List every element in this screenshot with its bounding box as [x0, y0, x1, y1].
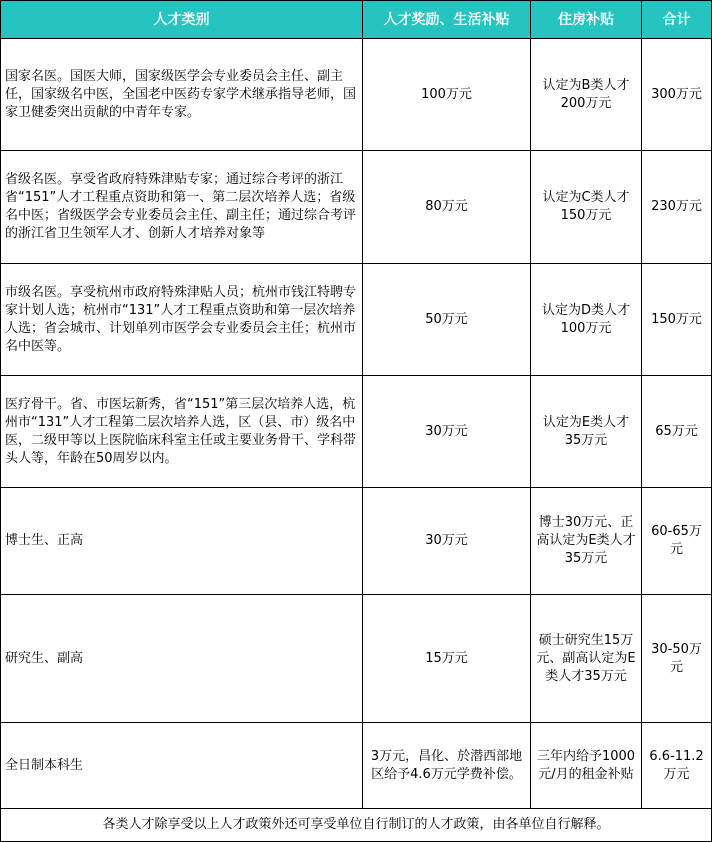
- housing-cell: 认定为E类人才35万元: [531, 376, 642, 488]
- reward-cell: 15万元: [363, 595, 531, 723]
- total-cell: 30-50万元: [642, 595, 712, 723]
- header-row: [1, 1, 712, 39]
- header-total: 合计: [642, 1, 712, 39]
- total-cell: 300万元: [642, 39, 712, 151]
- reward-cell: 30万元: [363, 488, 531, 595]
- table-row: [1, 39, 712, 151]
- header-category: 人才类别: [1, 1, 363, 39]
- note-row: [1, 809, 712, 842]
- reward-cell: 3万元，昌化、於潜西部地区给予4.6万元学费补偿。: [363, 723, 531, 809]
- category-cell: 国家名医。国医大师，国家级医学会专业委员会主任、副主任，国家级名中医，全国老中医药专家学术继承指导老师，国家卫健委突出贡献的中青年专家。: [1, 39, 363, 151]
- table-row: [1, 151, 712, 264]
- housing-cell: 认定为D类人才100万元: [531, 264, 642, 376]
- table-row: [1, 595, 712, 723]
- table-row: [1, 723, 712, 809]
- category-cell: 市级名医。享受杭州市政府特殊津贴人员；杭州市钱江特聘专家计划人选；杭州市“131”人才工程重点资助和第一层次培养人选；省会城市、计划单列市医学会专业委员会主任；杭州市名中医等。: [1, 264, 363, 376]
- category-cell: 医疗骨干。省、市医坛新秀，省“151”第三层次培养人选，杭州市“131”人才工程第二层次培养人选，区（县、市）级名中医，二级甲等以上医院临床科室主任或主要业务骨干、学科带头人等，年龄在50周岁以内。: [1, 376, 363, 488]
- category-cell: 全日制本科生: [1, 723, 363, 809]
- total-cell: 6.6-11.2万元: [642, 723, 712, 809]
- table-row: [1, 488, 712, 595]
- housing-cell: 博士30万元、正高认定为E类人才35万元: [531, 488, 642, 595]
- table-row: [1, 264, 712, 376]
- reward-cell: 100万元: [363, 39, 531, 151]
- total-cell: 230万元: [642, 151, 712, 264]
- housing-cell: 三年内给予1000元/月的租金补贴: [531, 723, 642, 809]
- table-row: [1, 376, 712, 488]
- category-cell: 研究生、副高: [1, 595, 363, 723]
- total-cell: 60-65万元: [642, 488, 712, 595]
- total-cell: 150万元: [642, 264, 712, 376]
- housing-cell: 硕士研究生15万元、副高认定为E类人才35万元: [531, 595, 642, 723]
- housing-cell: 认定为C类人才150万元: [531, 151, 642, 264]
- reward-cell: 50万元: [363, 264, 531, 376]
- category-cell: 博士生、正高: [1, 488, 363, 595]
- header-reward: 人才奖励、生活补贴: [363, 1, 531, 39]
- total-cell: 65万元: [642, 376, 712, 488]
- header-housing: 住房补贴: [531, 1, 642, 39]
- reward-cell: 80万元: [363, 151, 531, 264]
- housing-cell: 认定为B类人才200万元: [531, 39, 642, 151]
- category-cell: 省级名医。享受省政府特殊津贴专家；通过综合考评的浙江省“151”人才工程重点资助和第一、第二层次培养人选；省级名中医；省级医学会专业委员会主任、副主任；通过综合考评的浙江省卫生领军人才、创新人才培养对象等: [1, 151, 363, 264]
- footnote: 各类人才除享受以上人才政策外还可享受单位自行制订的人才政策，由各单位自行解释。: [1, 809, 712, 842]
- reward-cell: 30万元: [363, 376, 531, 488]
